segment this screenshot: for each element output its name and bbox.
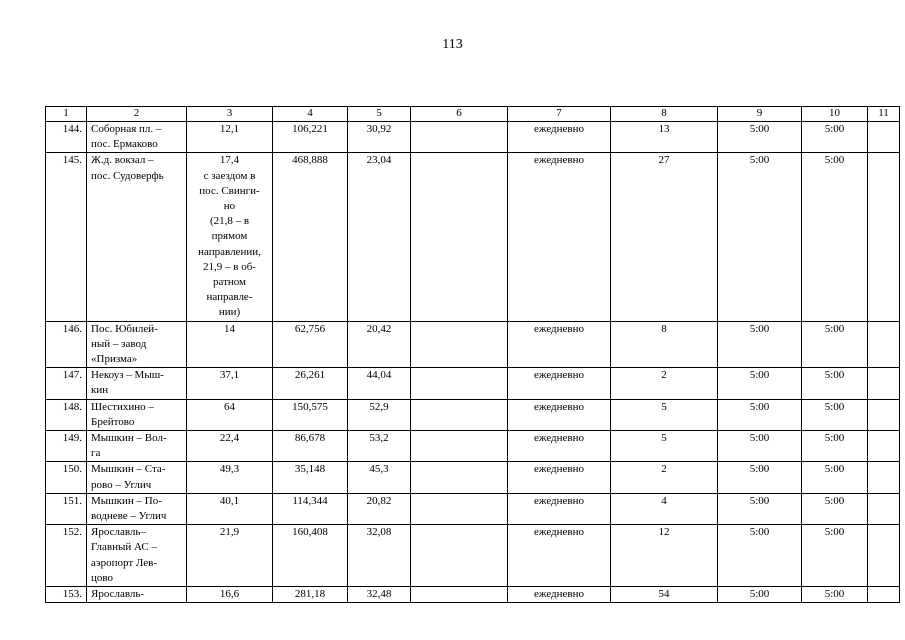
column-number: 3 (187, 107, 273, 122)
column-5-cell: 20,42 (348, 321, 411, 368)
route-length-cell (187, 493, 273, 524)
column-8-cell: 54 (611, 587, 718, 603)
column-4-cell: 35,148 (273, 462, 348, 493)
column-11-cell (868, 462, 900, 493)
route-name-cell-line: Ярославль– (91, 526, 146, 539)
column-4-cell: 62,756 (273, 321, 348, 368)
route-number-cell: 152. (46, 525, 87, 587)
column-5-cell: 32,08 (348, 525, 411, 587)
column-11-cell (868, 321, 900, 368)
route-name-cell-line: Ярославль- (91, 588, 145, 601)
table-row (46, 153, 900, 321)
route-length-cell-line: 40,1 (219, 494, 240, 507)
route-length-cell-line: 37,1 (219, 369, 240, 382)
column-4-cell: 86,678 (273, 431, 348, 462)
end-time-cell: 5:00 (802, 122, 868, 153)
schedule-cell: ежедневно (508, 431, 611, 462)
route-length-cell-line: с заездом в (203, 169, 256, 182)
table-row (46, 493, 900, 524)
start-time-cell: 5:00 (718, 431, 802, 462)
end-time-cell: 5:00 (802, 368, 868, 399)
route-number-cell: 150. (46, 462, 87, 493)
route-name-cell-line: Пос. Юбилей- (91, 322, 158, 335)
end-time-cell: 5:00 (802, 399, 868, 430)
route-length-cell (187, 587, 273, 603)
route-length-cell-line: направле- (206, 291, 253, 304)
route-name-cell (87, 462, 187, 493)
column-6-cell (411, 153, 508, 321)
column-11-cell (868, 493, 900, 524)
route-name-cell-line: «Призма» (91, 353, 138, 366)
end-time-cell: 5:00 (802, 525, 868, 587)
route-length-cell (187, 431, 273, 462)
route-number-cell: 148. (46, 399, 87, 430)
route-length-cell-line: 12,1 (219, 123, 240, 135)
start-time-cell: 5:00 (718, 399, 802, 430)
route-length-cell (187, 462, 273, 493)
end-time-cell: 5:00 (802, 587, 868, 603)
column-11-cell (868, 587, 900, 603)
route-length-cell-line: нии) (218, 306, 241, 319)
column-11-cell (868, 431, 900, 462)
column-8-cell: 13 (611, 122, 718, 153)
route-length-cell (187, 525, 273, 587)
route-name-cell-line: аэропорт Лев- (91, 556, 158, 569)
route-length-cell (187, 368, 273, 399)
route-name-cell (87, 431, 187, 462)
route-name-cell-line: Мышкин – По- (91, 494, 162, 507)
route-name-cell (87, 368, 187, 399)
column-number-row (46, 107, 900, 122)
schedule-cell: ежедневно (508, 525, 611, 587)
table-row (46, 321, 900, 368)
route-length-cell-line: 14 (224, 322, 235, 335)
route-name-cell (87, 587, 187, 603)
start-time-cell: 5:00 (718, 321, 802, 368)
route-length-cell-line: 64 (224, 400, 235, 413)
column-6-cell (411, 462, 508, 493)
route-length-cell-line: 22,4 (219, 432, 240, 445)
schedule-cell: ежедневно (508, 321, 611, 368)
column-4-cell: 160,408 (273, 525, 348, 587)
route-name-cell-line: пос. Ермаково (91, 138, 158, 151)
table-row (46, 122, 900, 153)
route-number-cell: 145. (46, 153, 87, 321)
column-6-cell (411, 493, 508, 524)
schedule-cell: ежедневно (508, 493, 611, 524)
column-8-cell: 2 (611, 368, 718, 399)
route-name-cell-line: Мышкин – Ста- (91, 463, 166, 476)
route-name-cell-line: Брейтово (91, 415, 135, 428)
route-length-cell-line: 17,4 (219, 154, 240, 167)
route-length-cell-line: 21,9 (219, 526, 240, 539)
route-name-cell-line: Мышкин – Вол- (91, 432, 167, 445)
route-name-cell (87, 122, 187, 153)
schedule-cell: ежедневно (508, 399, 611, 430)
route-name-cell (87, 399, 187, 430)
column-8-cell: 5 (611, 399, 718, 430)
column-11-cell (868, 153, 900, 321)
route-name-cell (87, 493, 187, 524)
route-length-cell-line: 21,9 – в об- (203, 260, 256, 273)
route-length-cell (187, 399, 273, 430)
table-row (46, 399, 900, 430)
route-name-cell-line: рово – Углич (91, 478, 152, 491)
schedule-cell: ежедневно (508, 462, 611, 493)
column-4-cell: 26,261 (273, 368, 348, 399)
route-length-cell-line: (21,8 – в (209, 215, 250, 228)
column-number: 2 (87, 107, 187, 122)
column-number: 7 (508, 107, 611, 122)
route-name-cell-line: Шестихино – (91, 400, 154, 413)
schedule-cell: ежедневно (508, 587, 611, 603)
column-number: 5 (348, 107, 411, 122)
route-name-cell-line: Ж.д. вокзал – (91, 154, 154, 167)
route-number-cell: 153. (46, 587, 87, 603)
end-time-cell: 5:00 (802, 321, 868, 368)
table-row (46, 431, 900, 462)
column-number: 8 (611, 107, 718, 122)
column-number: 1 (46, 107, 87, 122)
route-length-cell-line: 49,3 (219, 463, 240, 476)
route-name-cell-line: га (91, 447, 101, 460)
table-row (46, 525, 900, 587)
column-number: 9 (718, 107, 802, 122)
schedule-cell: ежедневно (508, 153, 611, 321)
column-4-cell: 281,18 (273, 587, 348, 603)
column-4-cell: 106,221 (273, 122, 348, 153)
route-length-cell (187, 153, 273, 321)
column-11-cell (868, 122, 900, 153)
route-length-cell-line: пос. Свинги- (199, 184, 260, 197)
column-5-cell: 23,04 (348, 153, 411, 321)
route-number-cell: 147. (46, 368, 87, 399)
route-name-cell-line: Некоуз – Мыш- (91, 369, 164, 382)
end-time-cell: 5:00 (802, 462, 868, 493)
route-length-cell (187, 321, 273, 368)
column-number: 11 (868, 107, 900, 122)
column-6-cell (411, 399, 508, 430)
column-5-cell: 30,92 (348, 122, 411, 153)
column-4-cell: 150,575 (273, 399, 348, 430)
schedule-cell: ежедневно (508, 122, 611, 153)
route-length-cell-line: 16,6 (219, 588, 240, 601)
route-name-cell-line: цово (91, 571, 114, 584)
column-6-cell (411, 122, 508, 153)
column-5-cell: 52,9 (348, 399, 411, 430)
route-length-cell-line: прямом (211, 230, 248, 243)
start-time-cell: 5:00 (718, 493, 802, 524)
route-name-cell-line: Соборная пл. – (91, 123, 162, 135)
start-time-cell: 5:00 (718, 368, 802, 399)
route-length-cell-line: но (223, 200, 236, 213)
route-number-cell: 146. (46, 321, 87, 368)
column-5-cell: 44,04 (348, 368, 411, 399)
table-row (46, 587, 900, 603)
route-number-cell: 144. (46, 122, 87, 153)
column-6-cell (411, 431, 508, 462)
table-row (46, 368, 900, 399)
start-time-cell: 5:00 (718, 462, 802, 493)
column-6-cell (411, 525, 508, 587)
column-5-cell: 20,82 (348, 493, 411, 524)
column-4-cell: 114,344 (273, 493, 348, 524)
column-6-cell (411, 368, 508, 399)
route-name-cell-line: кин (91, 384, 109, 397)
column-5-cell: 32,48 (348, 587, 411, 603)
column-8-cell: 8 (611, 321, 718, 368)
column-8-cell: 5 (611, 431, 718, 462)
column-11-cell (868, 525, 900, 587)
column-6-cell (411, 587, 508, 603)
start-time-cell: 5:00 (718, 525, 802, 587)
column-5-cell: 45,3 (348, 462, 411, 493)
route-name-cell (87, 321, 187, 368)
column-8-cell: 4 (611, 493, 718, 524)
column-5-cell: 53,2 (348, 431, 411, 462)
route-name-cell-line: пос. Судоверфь (91, 169, 164, 182)
route-length-cell (187, 122, 273, 153)
end-time-cell: 5:00 (802, 153, 868, 321)
column-4-cell: 468,888 (273, 153, 348, 321)
route-number-cell: 149. (46, 431, 87, 462)
start-time-cell: 5:00 (718, 587, 802, 603)
route-name-cell (87, 525, 187, 587)
column-number: 10 (802, 107, 868, 122)
route-name-cell-line: Главный АС – (91, 541, 157, 554)
route-name-cell-line: водневе – Углич (91, 510, 167, 523)
route-name-cell-line: ный – завод (91, 337, 147, 350)
end-time-cell: 5:00 (802, 493, 868, 524)
route-name-cell (87, 153, 187, 321)
column-8-cell: 27 (611, 153, 718, 321)
column-11-cell (868, 368, 900, 399)
page-number: 113 (442, 37, 463, 52)
column-number: 4 (273, 107, 348, 122)
route-number-cell: 151. (46, 493, 87, 524)
column-6-cell (411, 321, 508, 368)
route-length-cell-line: направлении, (198, 245, 261, 258)
column-8-cell: 2 (611, 462, 718, 493)
column-11-cell (868, 399, 900, 430)
end-time-cell: 5:00 (802, 431, 868, 462)
route-length-cell-line: ратном (212, 276, 247, 289)
schedule-cell: ежедневно (508, 368, 611, 399)
start-time-cell: 5:00 (718, 122, 802, 153)
table-row (46, 462, 900, 493)
routes-table (45, 106, 900, 603)
start-time-cell: 5:00 (718, 153, 802, 321)
column-number: 6 (411, 107, 508, 122)
column-8-cell: 12 (611, 525, 718, 587)
